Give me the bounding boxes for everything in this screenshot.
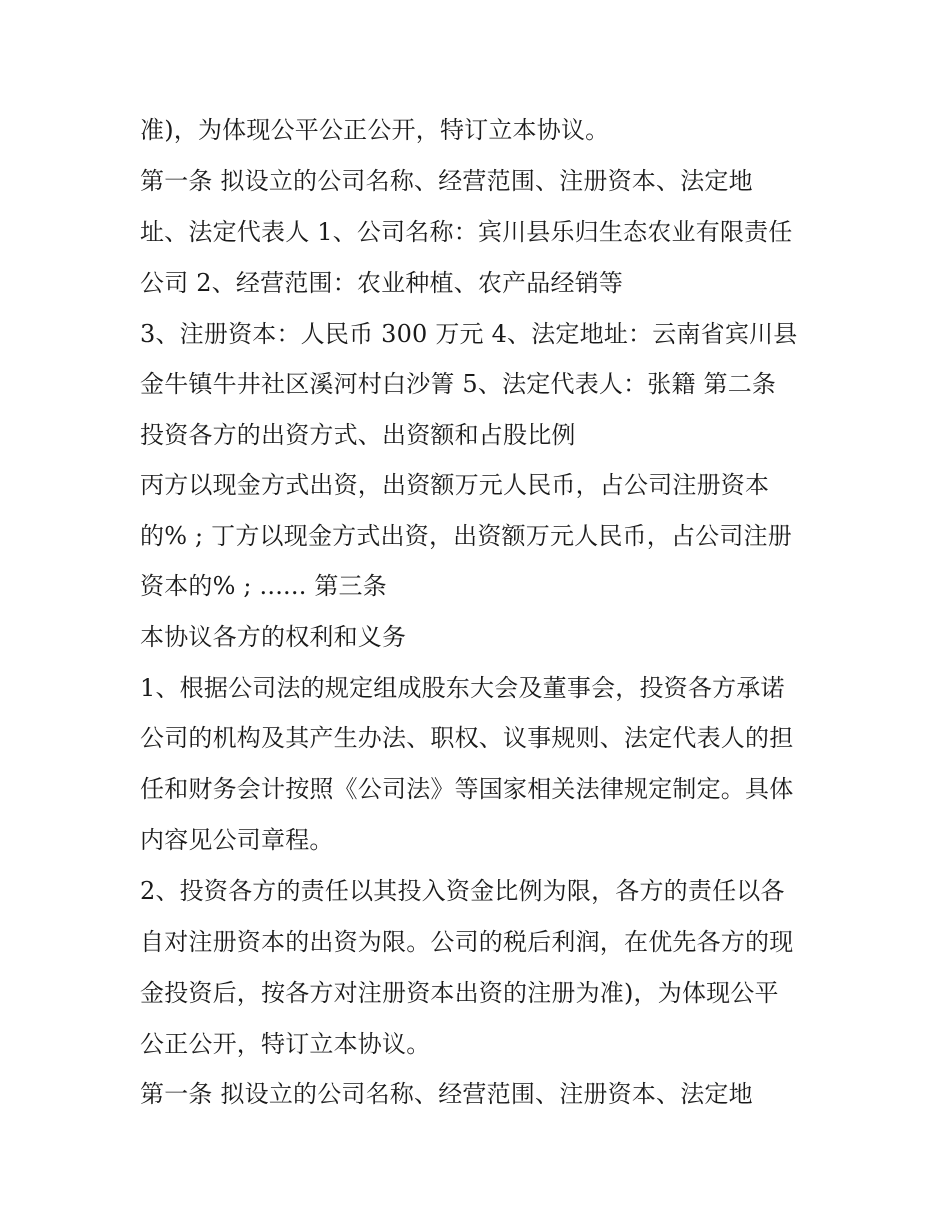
- text-line: 的% ; 丁方以现金方式出资，出资额万元人民币，占公司注册: [140, 522, 792, 550]
- text-line: 资本的% ; ...... 第三条: [140, 572, 387, 600]
- text-line: 任和财务会计按照《公司法》等国家相关法律规定制定。具体: [140, 775, 794, 803]
- text-line: 内容见公司章程。: [140, 826, 334, 854]
- text-line: 丙方以现金方式出资，出资额万元人民币，占公司注册资本: [140, 471, 770, 499]
- text-line: 投资各方的出资方式、出资额和占股比例: [140, 421, 576, 449]
- text-line: 公司 2、经营范围：农业种植、农产品经销等: [140, 269, 624, 297]
- text-line: 第一条 拟设立的公司名称、经营范围、注册资本、法定地: [140, 1080, 753, 1108]
- text-line: 金投资后，按各方对注册资本出资的注册为准)，为体现公平: [140, 979, 779, 1007]
- text-line: 公正公开，特订立本协议。: [140, 1030, 431, 1058]
- text-line: 本协议各方的权利和义务: [140, 623, 407, 651]
- text-line: 2、投资各方的责任以其投入资金比例为限，各方的责任以各: [140, 877, 785, 905]
- text-line: 1、根据公司法的规定组成股东大会及董事会，投资各方承诺: [140, 674, 785, 702]
- text-line: 第一条 拟设立的公司名称、经营范围、注册资本、法定地: [140, 167, 753, 195]
- text-line: 自对注册资本的出资为限。公司的税后利润，在优先各方的现: [140, 928, 794, 956]
- text-line: 址、法定代表人 1、公司名称：宾川县乐归生态农业有限责任: [140, 218, 793, 246]
- text-line: 准)，为体现公平公正公开，特订立本协议。: [140, 116, 610, 144]
- text-line: 3、注册资本：人民币 300 万元 4、法定地址：云南省宾川县: [140, 320, 798, 348]
- text-line: 公司的机构及其产生办法、职权、议事规则、法定代表人的担: [140, 724, 794, 752]
- text-line: 金牛镇牛井社区溪河村白沙箐 5、法定代表人：张籍 第二条: [140, 370, 777, 398]
